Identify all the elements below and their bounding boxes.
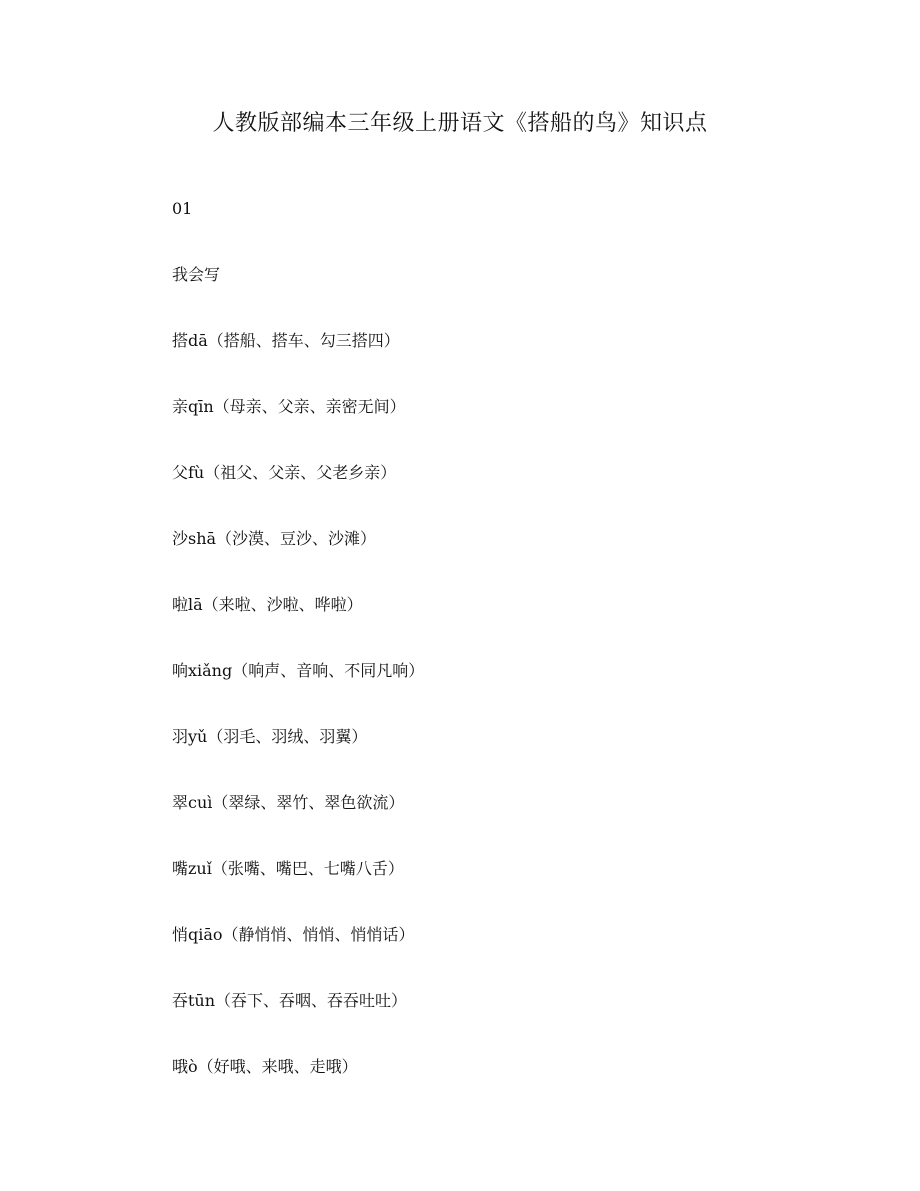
vocab-entry: 亲qīn（母亲、父亲、亲密无间） (172, 397, 406, 416)
vocab-entry: 嘴zuǐ（张嘴、嘴巴、七嘴八舌） (172, 859, 404, 878)
vocab-entry: 沙shā（沙漠、豆沙、沙滩） (172, 529, 377, 548)
document-title: 人教版部编本三年级上册语文《搭船的鸟》知识点 (212, 111, 708, 136)
vocab-entry: 哦ò（好哦、来哦、走哦） (172, 1057, 358, 1076)
vocab-entry: 翠cuì（翠绿、翠竹、翠色欲流） (172, 793, 405, 812)
vocab-entry: 响xiǎng（响声、音响、不同凡响） (172, 661, 425, 680)
section-heading: 我会写 (172, 265, 221, 284)
vocab-entry: 父fù（祖父、父亲、父老乡亲） (172, 463, 397, 482)
section-number: 01 (172, 199, 193, 218)
vocab-entry: 吞tūn（吞下、吞咽、吞吞吐吐） (172, 991, 408, 1010)
vocab-entry: 悄qiāo（静悄悄、悄悄、悄悄话） (172, 925, 415, 944)
vocab-entry: 搭dā（搭船、搭车、勾三搭四） (172, 331, 400, 350)
vocab-entry: 羽yǔ（羽毛、羽绒、羽翼） (172, 727, 368, 746)
vocab-entry: 啦lā（来啦、沙啦、哗啦） (172, 595, 363, 614)
